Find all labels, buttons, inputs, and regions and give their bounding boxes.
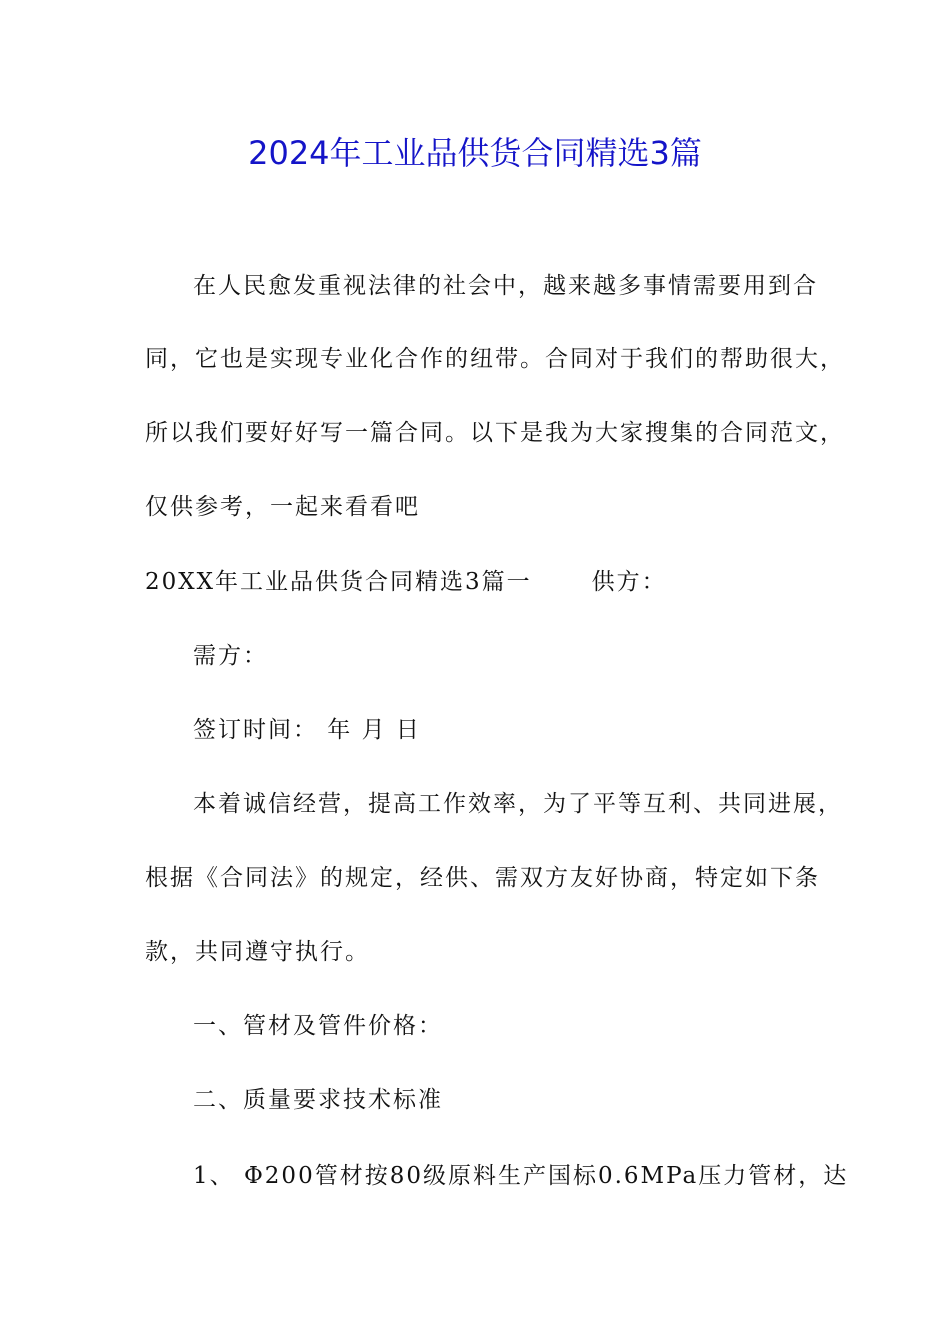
section-heading: 20XX年工业品供货合同精选3篇一 [145,569,532,595]
intro-line-1: 在人民愈发重视法律的社会中，越来越多事情需要用到合 [193,273,818,299]
document-title: 2024年工业品供货合同精选3篇 [248,134,702,172]
supplier-label: 供方： [591,569,667,595]
section-heading-line [145,566,835,598]
item-2-1-text: 1、 Φ200管材按80级原料生产国标0.6MPa压力管材，达 [193,1163,849,1189]
item-1-heading: 一、管材及管件价格： [193,1013,443,1039]
clause-line-3: 款，共同遵守执行。 [145,939,370,965]
buyer-label: 需方： [193,643,268,669]
item-2-heading: 二、质量要求技术标准 [193,1087,443,1113]
clause-line-2: 根据《合同法》的规定，经供、需双方友好协商，特定如下条 [145,865,820,891]
intro-line-3: 所以我们要好好写一篇合同。以下是我为大家搜集的合同范文， [145,420,845,446]
intro-line-2: 同，它也是实现专业化合作的纽带。合同对于我们的帮助很大， [145,346,845,372]
intro-line-4: 仅供参考，一起来看看吧 [145,494,420,520]
clause-line-1: 本着诚信经营，提高工作效率，为了平等互利、共同进展， [193,791,843,817]
signing-time: 签订时间： 年 月 日 [193,717,421,743]
